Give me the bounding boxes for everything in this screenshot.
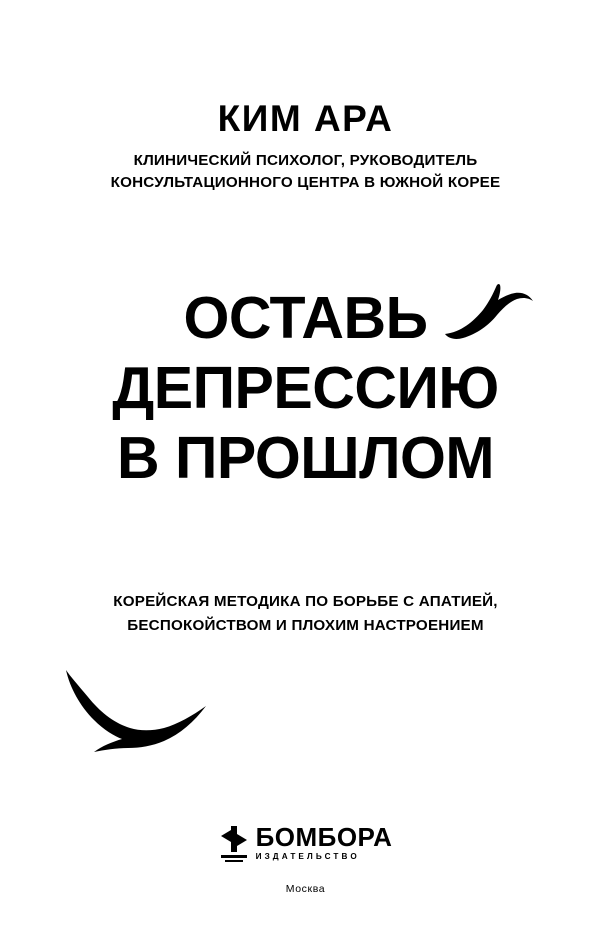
- publisher-name: БОМБОРА: [255, 822, 393, 853]
- author-credentials-line-1: КЛИНИЧЕСКИЙ ПСИХОЛОГ, РУКОВОДИТЕЛЬ: [133, 151, 478, 169]
- title-line-2: ДЕПРЕССИЮ: [112, 355, 499, 422]
- author-block: [0, 100, 611, 194]
- book-title: [0, 283, 611, 494]
- title-line-1: ОСТАВЬ: [183, 285, 428, 351]
- seagull-icon-large: [60, 664, 212, 768]
- author-credentials: [0, 150, 611, 194]
- publisher-block: [0, 824, 611, 895]
- bombora-logo-icon: [219, 824, 249, 862]
- subtitle-line-2: БЕСПОКОЙСТВОМ И ПЛОХИМ НАСТРОЕНИЕМ: [127, 617, 484, 635]
- title-line-3: В ПРОШЛОМ: [116, 425, 495, 492]
- book-subtitle: [0, 590, 611, 639]
- subtitle-line-1: КОРЕЙСКАЯ МЕТОДИКА ПО БОРЬБЕ С АПАТИЕЙ,: [113, 593, 498, 610]
- publisher-subtitle: ИЗДАТЕЛЬСТВО: [255, 852, 360, 862]
- author-credentials-line-2: КОНСУЛЬТАЦИОННОГО ЦЕНТРА В ЮЖНОЙ КОРЕЕ: [110, 173, 501, 191]
- author-name: КИМ АРА: [217, 98, 394, 139]
- publisher-city: Москва: [285, 883, 326, 895]
